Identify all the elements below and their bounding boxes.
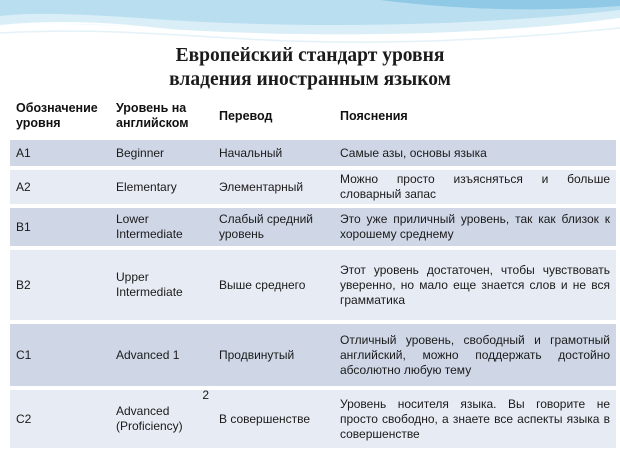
level-code: C2 bbox=[10, 390, 110, 448]
header-explanation: Пояснения bbox=[334, 96, 616, 136]
level-explanation: Самые азы, основы языка bbox=[334, 140, 616, 166]
level-translation: Выше среднего bbox=[213, 250, 334, 320]
language-levels-table bbox=[10, 92, 616, 452]
level-explanation: Этот уровень достаточен, чтобы чувствовать уверенно, но мало еще знается слов и не вся грамматика bbox=[334, 250, 616, 320]
level-translation: Слабый средний уровень bbox=[213, 208, 334, 246]
level-explanation: Это уже приличный уровень, так как близок к хорошему среднему bbox=[334, 208, 616, 246]
level-code: B2 bbox=[10, 250, 110, 320]
level-explanation: Отличный уровень, свободный и грамотный английский, можно поддержать достойно абсолютно любую тему bbox=[334, 324, 616, 386]
level-english: Advanced (Proficiency) bbox=[116, 404, 183, 433]
table-row bbox=[10, 324, 616, 386]
level-translation: Продвинутый bbox=[213, 324, 334, 386]
header-translation: Перевод bbox=[213, 96, 334, 136]
table-row bbox=[10, 170, 616, 204]
level-english: Beginner bbox=[110, 140, 213, 166]
level-code: A1 bbox=[10, 140, 110, 166]
header-english: Уровень на английском bbox=[110, 96, 213, 136]
title-line-2: владения иностранным языком bbox=[169, 69, 451, 90]
table-header-row bbox=[10, 96, 616, 136]
level-translation: Начальный bbox=[213, 140, 334, 166]
level-explanation: Можно просто изъясняться и больше словарный запас bbox=[334, 170, 616, 204]
level-english: Advanced 1 bbox=[110, 324, 213, 386]
level-english-cell bbox=[110, 390, 213, 448]
table-row bbox=[10, 208, 616, 246]
level-translation: Элементарный bbox=[213, 170, 334, 204]
level-explanation: Уровень носителя языка. Вы говорите не просто свободно, а знаете все аспекты языка в совершенстве bbox=[334, 390, 616, 448]
page-title bbox=[0, 44, 620, 92]
level-code: A2 bbox=[10, 170, 110, 204]
table-row bbox=[10, 390, 616, 448]
level-english: Elementary bbox=[110, 170, 213, 204]
table-row bbox=[10, 140, 616, 166]
table-row bbox=[10, 250, 616, 320]
level-translation: В совершенстве bbox=[213, 390, 334, 448]
level-code: B1 bbox=[10, 208, 110, 246]
header-code: Обозначение уровня bbox=[10, 96, 110, 136]
level-english: Upper Intermediate bbox=[110, 250, 213, 320]
level-code: C1 bbox=[10, 324, 110, 386]
level-english-suffix: 2 bbox=[202, 388, 209, 402]
title-line-1: Европейский стандарт уровня bbox=[175, 45, 445, 66]
level-english: Lower Intermediate bbox=[110, 208, 213, 246]
